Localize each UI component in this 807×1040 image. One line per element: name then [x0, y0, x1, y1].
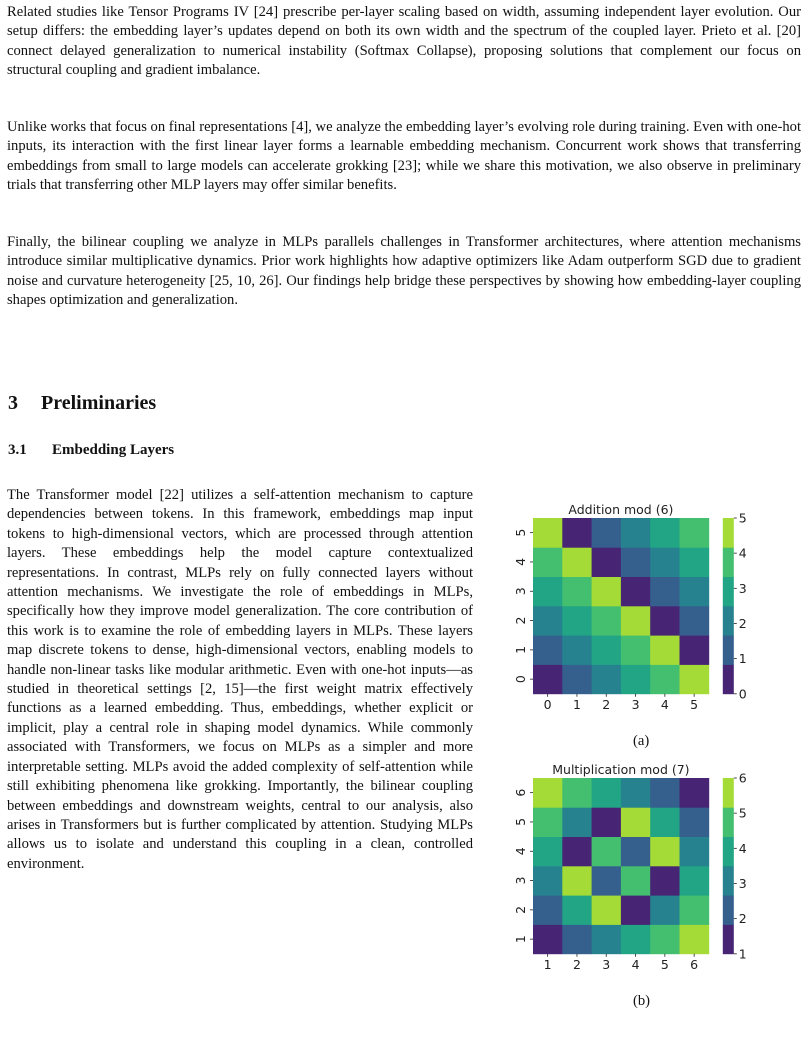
heatmap-cell: [680, 577, 710, 607]
colorbar-segment: [723, 635, 734, 665]
colorbar-segment: [723, 895, 734, 925]
paragraph-bilinear-coupling: Finally, the bilinear coupling we analyze in MLPs parallels challenges in Transformer architectures, where attention mechanisms introduce similar multiplicative dynamics. Prior work highlights how adaptive optimizers like Adam outperform SGD due to gradient noise and curvature heterogeneity [25, 10, 26]. Our findings help bridge these perspectives by showing how embedding-layer coupling shapes optimization and generalization.: [7, 234, 801, 309]
heatmap-cell: [621, 547, 651, 577]
heatmap-cell: [680, 665, 710, 695]
heatmap-cell: [533, 895, 563, 925]
heatmap-cell: [650, 547, 680, 577]
x-tick-label: 0: [543, 696, 552, 712]
heatmap-cell: [533, 925, 563, 955]
x-tick-label: 5: [660, 956, 669, 972]
heatmap-cell: [621, 925, 651, 955]
heatmap-cell: [562, 606, 592, 636]
heatmap-cell: [533, 866, 563, 896]
y-tick-label: 1: [513, 935, 528, 944]
x-tick-label: 4: [660, 696, 669, 712]
heatmap-cell: [621, 577, 651, 607]
heatmap-cell: [650, 577, 680, 607]
heatmap-cell: [621, 606, 651, 636]
x-tick-label: 4: [631, 956, 640, 972]
y-tick-label: 4: [513, 847, 528, 856]
heatmap-cell: [680, 866, 710, 896]
colorbar-segment: [723, 807, 734, 837]
heatmap-cell: [680, 606, 710, 636]
heatmap-cell: [592, 925, 622, 955]
heatmap-cell: [680, 925, 710, 955]
heatmap-cell: [621, 837, 651, 867]
heatmap-title: Addition mod (6): [568, 502, 674, 517]
subsection-number: 3.1: [8, 442, 27, 458]
figure-addition-heatmap: [500, 500, 807, 780]
heatmap-cell: [680, 518, 710, 548]
y-tick-label: 4: [513, 557, 528, 566]
y-tick-label: 3: [513, 876, 528, 885]
paragraph-embedding-role: Unlike works that focus on final representations [4], we analyze the embedding layer’s evolving role during training. Even with one-hot inputs, its interaction with the first linear layer forms a learnable embedding mechanism. Concurrent work shows that transferring embeddings from small to large models can accelerate grokking [23]; while we share this motivation, we also observe in preliminary trials that transferring other MLP layers may offer similar benefits.: [7, 119, 801, 194]
heatmap-cell: [562, 635, 592, 665]
colorbar-tick-label: 4: [738, 840, 747, 856]
heatmap-cell: [533, 606, 563, 636]
y-tick-label: 5: [513, 817, 528, 826]
heatmap-cell: [533, 837, 563, 867]
x-tick-label: 2: [572, 956, 581, 972]
figure-caption-b: (b): [633, 993, 651, 1009]
heatmap-cell: [680, 635, 710, 665]
heatmap-cell: [592, 606, 622, 636]
heatmap-cell: [680, 547, 710, 577]
heatmap-cell: [562, 895, 592, 925]
y-tick-label: 6: [513, 788, 528, 797]
heatmap-cell: [592, 778, 622, 808]
heatmap-cell: [533, 547, 563, 577]
heatmap-cell: [650, 606, 680, 636]
heatmap-cell: [562, 837, 592, 867]
heatmap-title: Multiplication mod (7): [552, 762, 690, 777]
colorbar-segment: [723, 665, 734, 695]
heatmap-cell: [592, 547, 622, 577]
heatmap-cell: [562, 577, 592, 607]
heatmap-cell: [650, 778, 680, 808]
colorbar-segment: [723, 866, 734, 896]
colorbar-segment: [723, 837, 734, 867]
addition-heatmap-chart: [500, 500, 807, 730]
section-title: Preliminaries: [41, 392, 157, 414]
heatmap-cell: [621, 895, 651, 925]
colorbar-segment: [723, 547, 734, 577]
heatmap-cell: [533, 577, 563, 607]
colorbar-tick-label: 0: [738, 686, 747, 702]
y-tick-label: 2: [513, 616, 528, 625]
heatmap-cell: [533, 665, 563, 695]
x-tick-label: 2: [602, 696, 611, 712]
heatmap-cell: [592, 577, 622, 607]
heatmap-cell: [680, 895, 710, 925]
x-tick-label: 5: [690, 696, 699, 712]
heatmap-cell: [562, 665, 592, 695]
heatmap-cell: [680, 778, 710, 808]
heatmap-cell: [650, 925, 680, 955]
colorbar-tick-label: 2: [738, 615, 747, 631]
heatmap-cell: [562, 925, 592, 955]
heatmap-cell: [592, 807, 622, 837]
heatmap-cell: [562, 866, 592, 896]
heatmap-cell: [533, 635, 563, 665]
heatmap-cell: [650, 635, 680, 665]
heatmap-cell: [562, 778, 592, 808]
paragraph-related-studies: Related studies like Tensor Programs IV [24] prescribe per-layer scaling based on width, assuming independent layer evolution. Our setup differs: the embedding layer’s updates depend on both its own width and the spectrum of the coupled layer. Prieto et al. [20] connect delayed generalization to numerical instability (Softmax Collapse), proposing solutions that complement our focus on structural coupling and gradient imbalance.: [7, 4, 801, 79]
heatmap-cell: [592, 665, 622, 695]
subsection-title: Embedding Layers: [52, 442, 175, 458]
colorbar-segment: [723, 778, 734, 808]
heatmap-cell: [680, 837, 710, 867]
heatmap-cell: [533, 807, 563, 837]
colorbar-tick-label: 3: [738, 580, 747, 596]
heatmap-cell: [592, 895, 622, 925]
heatmap-cell: [650, 866, 680, 896]
y-tick-label: 0: [513, 675, 528, 684]
heatmap-cell: [592, 866, 622, 896]
heatmap-cell: [650, 895, 680, 925]
y-tick-label: 3: [513, 587, 528, 596]
heatmap-cell: [621, 866, 651, 896]
subsection-heading: [8, 442, 174, 459]
colorbar-tick-label: 6: [738, 770, 747, 786]
heatmap-cell: [533, 778, 563, 808]
y-tick-label: 1: [513, 645, 528, 654]
paragraph-embedding-layers: The Transformer model [22] utilizes a self-attention mechanism to capture dependencies between tokens. In this framework, embeddings map input tokens to high-dimensional vectors, which are processed through attention layers. These embeddings help the model capture contextualized representations. In contrast, MLPs rely on fully connected layers without attention mechanisms. We investigate the role of embeddings in MLPs, specifically how they improve model generalization. The core contribution of this work is to examine the role of embedding layers in MLPs. These layers map discrete tokens to dense, high-dimensional vectors, enabling models to handle non-linear tasks like modular arithmetic. Even with one-hot inputs—as studied in theoretical settings [2, 15]—the first weight matrix effectively functions as a learned embedding. Thus, embeddings, whether explicit or implicit, play a central role in shaping model dynamics. While commonly associated with Transformers, we focus on MLPs as a simpler and more interpretable setting. MLPs avoid the added complexity of self-attention while still exhibiting phenomena like grokking. Importantly, the bilinear coupling between embeddings and downstream weights, central to our analysis, also arises in Transformers but is further complicated by attention. Studying MLPs allows us to isolate and understand this coupling in a clean, controlled environment.: [7, 487, 473, 872]
colorbar-tick-label: 2: [738, 911, 747, 927]
figure-multiplication-heatmap: [500, 760, 807, 1040]
heatmap-cell: [650, 807, 680, 837]
multiplication-heatmap-chart: [500, 760, 807, 990]
y-tick-label: 2: [513, 905, 528, 914]
colorbar-tick-label: 5: [738, 805, 747, 821]
section-number: 3: [8, 392, 18, 414]
x-tick-label: 3: [602, 956, 611, 972]
heatmap-cell: [562, 518, 592, 548]
x-tick-label: 1: [572, 696, 581, 712]
heatmap-cell: [562, 547, 592, 577]
heatmap-cell: [592, 635, 622, 665]
heatmap-cell: [562, 807, 592, 837]
heatmap-cell: [621, 807, 651, 837]
colorbar-segment: [723, 925, 734, 955]
colorbar-segment: [723, 577, 734, 607]
colorbar-tick-label: 5: [738, 510, 747, 526]
heatmap-cell: [621, 778, 651, 808]
figure-caption-a: (a): [633, 733, 650, 749]
colorbar-segment: [723, 518, 734, 548]
heatmap-cell: [621, 635, 651, 665]
heatmap-cell: [533, 518, 563, 548]
x-tick-label: 3: [631, 696, 640, 712]
x-tick-label: 1: [543, 956, 552, 972]
heatmap-cell: [650, 837, 680, 867]
heatmap-cell: [650, 665, 680, 695]
colorbar-tick-label: 1: [738, 946, 747, 962]
colorbar-tick-label: 4: [738, 545, 747, 561]
heatmap-cell: [592, 518, 622, 548]
heatmap-cell: [621, 665, 651, 695]
heatmap-cell: [650, 518, 680, 548]
x-tick-label: 6: [690, 956, 699, 972]
colorbar-tick-label: 3: [738, 875, 747, 891]
y-tick-label: 5: [513, 528, 528, 537]
colorbar-segment: [723, 606, 734, 636]
colorbar-tick-label: 1: [738, 651, 747, 667]
heatmap-cell: [621, 518, 651, 548]
heatmap-cell: [680, 807, 710, 837]
section-heading: [8, 392, 156, 415]
heatmap-cell: [592, 837, 622, 867]
